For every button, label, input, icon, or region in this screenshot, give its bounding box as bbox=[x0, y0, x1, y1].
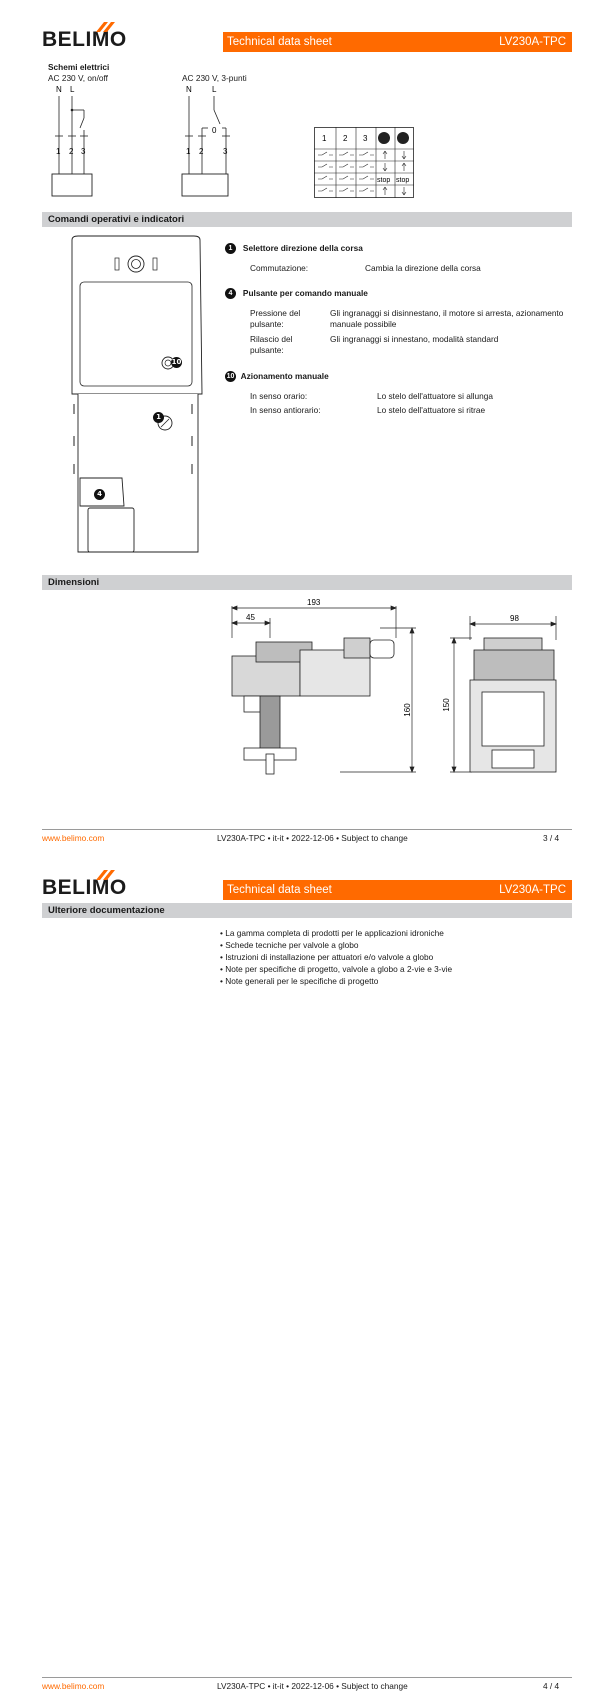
control-number: 4 bbox=[225, 288, 236, 299]
control-row-label: Pressione del pulsante: bbox=[250, 308, 301, 329]
control-row-label: In senso antiorario: bbox=[250, 405, 321, 415]
svg-text:L: L bbox=[212, 85, 217, 94]
control-row-label: Rilascio del pulsante: bbox=[250, 334, 293, 355]
svg-text:1: 1 bbox=[322, 134, 327, 143]
svg-text:stop: stop bbox=[377, 177, 391, 184]
dim-offset-width: 45 bbox=[246, 613, 255, 622]
callout-10: 10 bbox=[171, 358, 182, 366]
footer-divider bbox=[42, 829, 572, 830]
svg-text:0: 0 bbox=[212, 126, 217, 135]
logo-arrow-icon bbox=[94, 868, 116, 882]
control-number: 1 bbox=[225, 243, 236, 254]
control-number: 10 bbox=[226, 373, 235, 381]
footer-divider bbox=[42, 1677, 572, 1678]
section-further-docs: Ulteriore documentazione bbox=[42, 903, 572, 918]
svg-text:3: 3 bbox=[363, 134, 368, 143]
control-item-1 bbox=[225, 243, 575, 254]
control-row-value: Gli ingranaggi si innestano, modalità standard bbox=[330, 334, 499, 344]
footer-meta: LV230A-TPC • it-it • 2022-12-06 • Subject to change bbox=[217, 1681, 408, 1691]
list-item[interactable]: • Note per specifiche di progetto, valvole a globo a 2-vie e 3-vie bbox=[220, 963, 452, 975]
header-bar bbox=[223, 32, 572, 52]
list-item[interactable]: • La gamma completa di prodotti per le applicazioni idroniche bbox=[220, 927, 452, 939]
svg-text:1: 1 bbox=[56, 147, 61, 156]
control-row-value: Cambia la direzione della corsa bbox=[365, 263, 481, 273]
control-row-value: Gli ingranaggi si disinnestano, il motore si arresta, azionamento manuale possibile bbox=[330, 308, 564, 329]
logo-arrow-icon bbox=[94, 20, 116, 34]
documents-list bbox=[220, 927, 452, 987]
svg-text:2: 2 bbox=[69, 147, 74, 156]
footer-page-number: 4 / 4 bbox=[543, 1681, 560, 1691]
header-title: Technical data sheet bbox=[227, 884, 332, 896]
terminal-n: N bbox=[56, 85, 62, 94]
footer-meta: LV230A-TPC • it-it • 2022-12-06 • Subject to change bbox=[217, 833, 408, 843]
wiring-diagram-3point bbox=[180, 84, 250, 198]
control-title: Selettore direzione della corsa bbox=[242, 243, 363, 253]
control-item-4 bbox=[225, 288, 575, 299]
control-row-value: Lo stelo dell'attuatore si allunga bbox=[377, 391, 493, 401]
list-item[interactable]: • Schede tecniche per valvole a globo bbox=[220, 939, 452, 951]
svg-text:3: 3 bbox=[223, 147, 228, 156]
svg-text:2: 2 bbox=[199, 147, 204, 156]
callout-1: 1 bbox=[153, 412, 164, 423]
svg-text:3: 3 bbox=[81, 147, 86, 156]
svg-text:stop: stop bbox=[396, 177, 410, 184]
control-row-value: Lo stelo dell'attuatore si ritrae bbox=[377, 405, 486, 415]
list-item[interactable]: • Istruzioni di installazione per attuatori e/o valvole a globo bbox=[220, 951, 452, 963]
dimension-drawing-side bbox=[220, 598, 420, 780]
belimo-logo: BELIMO bbox=[42, 28, 127, 51]
dim-front-width: 98 bbox=[510, 614, 519, 623]
svg-text:1: 1 bbox=[186, 147, 191, 156]
control-title: Azionamento manuale bbox=[240, 371, 329, 381]
wiring-diagram-onoff bbox=[46, 84, 106, 198]
list-item[interactable]: • Note generali per le specifiche di progetto bbox=[220, 975, 452, 987]
belimo-logo: BELIMO bbox=[42, 876, 127, 899]
header-model: LV230A-TPC bbox=[499, 884, 566, 896]
header-model: LV230A-TPC bbox=[499, 36, 566, 48]
dimension-drawing-front bbox=[444, 610, 574, 782]
section-dimensions: Dimensioni bbox=[42, 575, 572, 590]
dim-side-height: 160 bbox=[403, 703, 412, 717]
wiring-heading: Schemi elettrici bbox=[48, 62, 110, 72]
dim-total-width: 193 bbox=[307, 598, 321, 607]
control-title: Pulsante per comando manuale bbox=[242, 288, 368, 298]
control-row-label: Commutazione: bbox=[250, 263, 309, 273]
control-row-label: In senso orario: bbox=[250, 391, 308, 401]
svg-text:N: N bbox=[186, 85, 192, 94]
wiring-label-3point: AC 230 V, 3-punti bbox=[182, 73, 247, 83]
callout-4: 4 bbox=[94, 489, 105, 500]
footer-page-number: 3 / 4 bbox=[543, 833, 560, 843]
header-title: Technical data sheet bbox=[227, 36, 332, 48]
control-item-10 bbox=[225, 371, 575, 382]
svg-text:2: 2 bbox=[343, 134, 348, 143]
dim-front-height: 150 bbox=[442, 698, 451, 712]
switching-table bbox=[314, 127, 414, 199]
section-controls: Comandi operativi e indicatori bbox=[42, 212, 572, 227]
footer-url[interactable]: www.belimo.com bbox=[42, 833, 105, 843]
actuator-top-view bbox=[66, 234, 206, 554]
wiring-label-onoff: AC 230 V, on/off bbox=[48, 73, 108, 83]
terminal-l: L bbox=[70, 85, 75, 94]
footer-url[interactable]: www.belimo.com bbox=[42, 1681, 105, 1691]
header-bar bbox=[223, 880, 572, 900]
